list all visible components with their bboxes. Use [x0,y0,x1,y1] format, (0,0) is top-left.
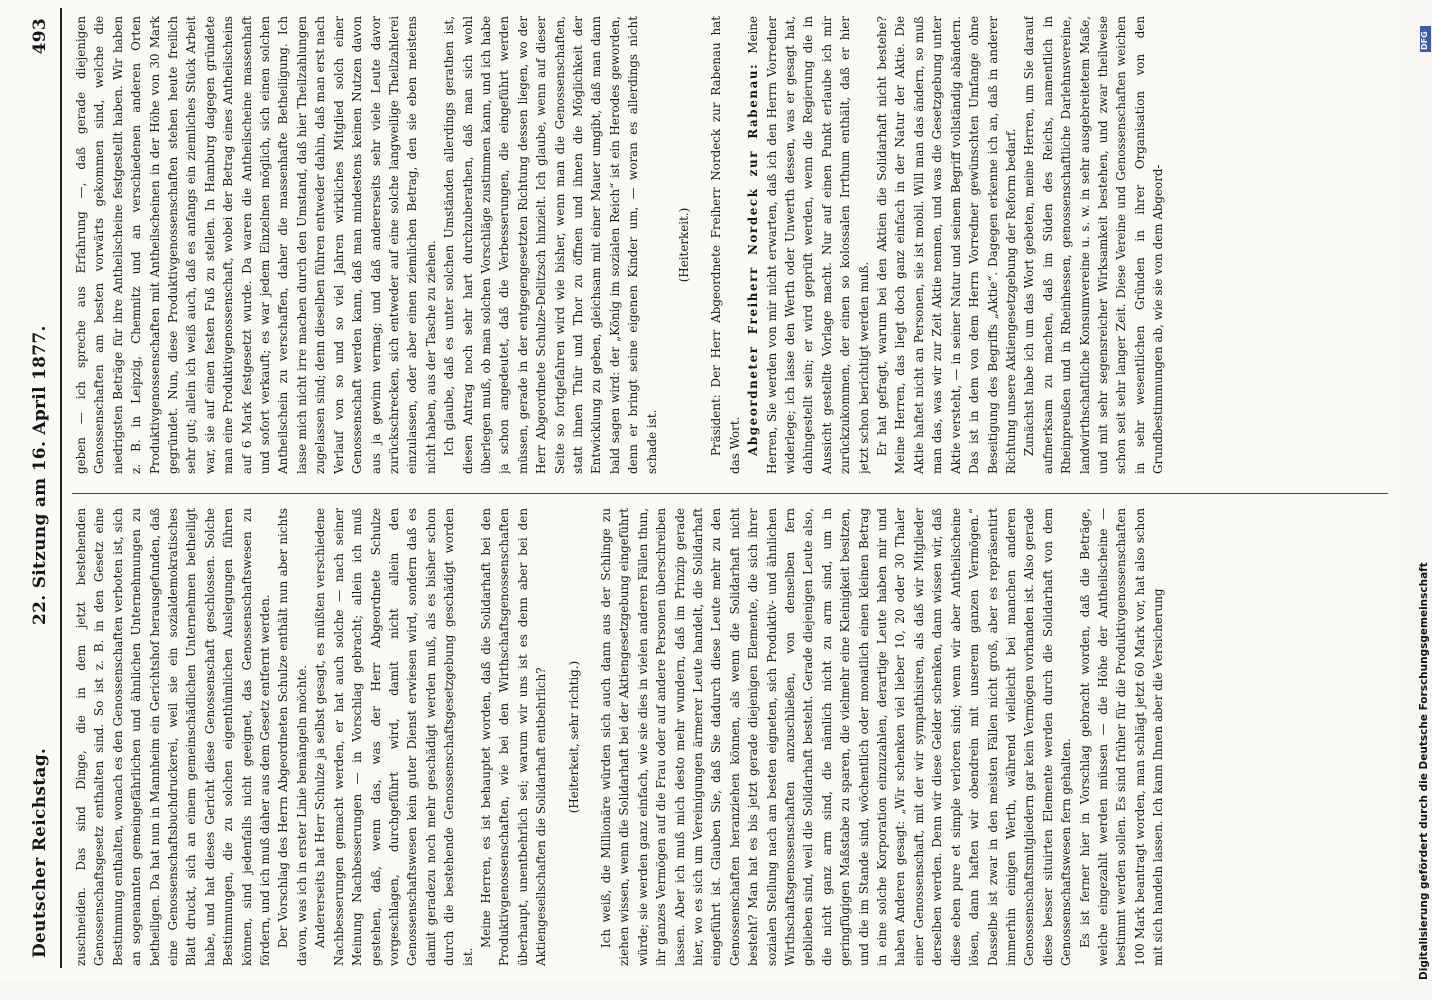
page-number: 493 [30,18,50,55]
speaker-name: Abgeordneter Freiherr Nordeck zur Rabenau: [746,62,761,456]
digitization-credit [1418,120,1432,980]
right-column [72,16,1392,474]
dfg-logo [1420,26,1431,52]
speaker-paragraph [744,16,873,474]
digitization-credit-text: Digitalisierung gefördert durch die Deutsche Forschungsgemeinschaft [1418,562,1430,980]
paragraph: Ich weiß, die Millionäre würden sich auch dann aus der Schlinge zu ziehen wissen, wenn die Solidarhaft bei der Aktiengesetzgebung eingeführt würde; sie werden ganz einfach, wie sie dies in vielen anderen Fällen thun, ihr ganzes Vermögen auf die Frau oder auf andere Personen überschreiben lassen. Aber ich muß mich desto mehr wundern, daß im Prinzip gerade hier, wo es sich um Vereinigungen ärmerer Leute handelt, die Solidarhaft eingeführt ist. Glauben Sie, daß Sie dadurch diese Leute mehr zu den Genossenschaften heranziehen können, als wenn die Solidarhaft nicht besteht? Man hat es bis jetzt gerade diejenigen Elemente, die sich ihrer sozialen Stellung nach am besten eigneten, sich Produktiv- und ähnlichen Wirthschaftsgenossenschaften anzuschließen, von denselben fern geblieben sind, weil die Solidarhaft besteht. Gerade diejenigen Leute also, die nicht ganz arm sind, die nämlich nicht zu arm sind, um in geringfügigen Maßstabe zu sparen, die vielmehr eine Kleinigkeit besitzen, und die im Stande sind, wöchentlich oder monatlich einen kleinen Betrag in eine solche Korporation einzuzahlen, derartige Leute haben mir und haben Anderen gesagt: „Wir schenken viel lieber 10, 20 oder 30 Thaler einer Genossenschaft, mit der wir sympathisiren, als daß wir Mitglieder derselben werden. Denn wir diese Gelder schenken, dann wissen wir, daß diese eben pure et simple verloren sind; wenn wir aber Antheilscheine lösen, dann haften wir obendrein mit unserem ganzen Vermögen.“ Dasselbe ist zwar in den meisten Fällen nicht groß, aber es repräsentirt immerhin einigen Werth, während vielleicht bei manchen anderen Genossenschaftsmitgliedern gar kein Vermögen vorhanden ist. Also gerade diese besser situirten Elemente werden durch die Solidarhaft von dem Genossenschaftswesen fern gehalten. [598,508,1074,966]
header-session-date: 22. Sitzung am 16. April 1877. [30,325,50,625]
speech-text: Meine Herren, Sie werden von mir nicht erwarten, daß ich den Herrn Vorredner widerlege; ich lasse den Werth oder Unwerth dessen, was er gesagt hat, dahingestellt sein; er wird geprüft werden, wenn die Regierung die in Aussicht gestellte Vorlage macht. Nur auf einen Punkt erlaube ich mir zurückzukommen, der einen so kolossalen Irrthum enthält, daß er hier jetzt schon berichtigt werden muß. [746,16,871,474]
header-rule [60,8,62,968]
header-publication: Deutscher Reichstag. [30,747,50,958]
paragraph: geben — ich spreche aus Erfahrung —, daß gerade diejenigen Genossenschaften am besten vorwärts gekommen sind, welche die niedrigsten Beträge für ihre Antheilscheine festgestellt haben. Wir haben z. B. in Leipzig, Chemnitz und an verschiedenen anderen Orten Produktivgenossenschaften mit Antheilscheinen in der Höhe von 30 Mark gegründet. Nun, diese Produktivgenossenschaften stehen heute freilich sehr gut; allein ich weiß auch, daß es anfangs ein ziemliches Stück Arbeit war, sie auf einen festen Fuß zu stellen. In Hamburg dagegen gründete man eine Produktivgenossenschaft, wobei der Betrag eines Antheilscheins auf 6 Mark festgesetzt wurde. Da waren die Antheilscheine massenhaft und sofort verkauft; es war jedem Einzelnen möglich, sich einen solchen Antheilschein zu verschaffen, daher die massenhafte Betheiligung. Ich lasse mich nicht irre machen durch den Umstand, daß hier Theilzahlungen zugelassen sind; denn dieselben führen entweder dahin, daß man erst nach Verlauf von so und so viel Jahren wirkliches Mitglied solch einer Genossenschaft werden kann, daß man mindestens keinen Nutzen davon aus ja gewinn vermag; und daß andererseits sehr viele Leute davor zurückschrecken, sich entweder auf eine solche langweilige Theilzahlerei einzulassen, oder aber einen ziemlichen Betrag, den sie eben meistens nicht haben, aus der Tasche zu ziehen. [74,16,438,474]
paragraph: Er hat gefragt, warum bei den Aktien die Solidarhaft nicht bestehe? Meine Herren, das liegt doch ganz einfach in der Natur der Aktie. Die Aktie haftet nicht an Personen, sie ist mobil. Will man das ändern, so muß man das, was wir zur Zeit Aktie nennen, und was die Gesetzgebung unter Aktie versteht, — in seiner Natur und seinem Begriff vollständig abändern. Das ist in dem von dem Herrn Vorredner gewünschten Umfange ohne Beseitigung des Begriffs „Aktie“. Dagegen erkenne ich an, daß in anderer Richtung unsere Aktiengesetzgebung der Reform bedarf. [875,16,1018,474]
paragraph: Der Vorschlag des Herrn Abgeordneten Schulze enthält nun aber nichts davon, was ich in erster Linie bemängeln möchte. [276,508,309,966]
dfg-logo-text: DFG [1420,31,1429,50]
paragraph: Meine Herren, es ist behauptet worden, daß die Solidarhaft bei den Produktivgenossenschaften, wie bei den Wirthschaftsgenossenschaften überhaupt, unentbehrlich sei; warum wir uns ist es denn aber bei den Aktiengesellschaften die Solidarhaft entbehrlich? [478,508,549,966]
paragraph: zuschneiden. Das sind Dinge, die in dem jetzt bestehenden Genossenschaftsgesetz enthalten sind. So ist z. B. in den Gesetz eine Bestimmung enthalten, wonach es den Genossenschaften verboten ist, sich an sogenannten gemeingefährlichen und ähnlichen Unternehmungen zu betheiligen. Da hat nun in Mannheim ein Gerichtshof herausgefunden, daß eine Genossenschaftsbuchdruckerei, weil sie ein sozialdemokratisches Blatt druckt, sich an einem gemeinschädlichen Unternehmen betheiligt habe, und hat dieses Gericht diese Genossenschaft geschlossen. Solche Bestimmungen, die zu solchen eigenthümlichen Auslegungen führen können, sind jedenfalls nicht geeignet, das Genossenschaftswesen zu fördern, und ich muß daher aus dem Gesetz entfernt werden. [74,508,273,966]
paragraph: Es ist ferner hier in Vorschlag gebracht worden, daß die Beträge, welche eingezahlt werden müssen — die Höhe der Antheilscheine — bestimmt werden sollen. Es sind früher für die Produktivgenossenschaften 100 Mark beantragt worden, man schlägt jetzt 60 Mark vor, hat also schon mit sich handeln lassen. Ich kann Ihnen aber die Versicherung [1077,508,1166,966]
page-header [0,0,72,980]
president-statement: Präsident: Der Herr Abgeordnete Freiherr Nordeck zur Rabenau hat das Wort. [709,16,742,474]
paragraph: Andererseits hat Herr Schulze ja selbst gesagt, es müßten verschiedene Nachbesserungen gemacht werden, er hat auch solche — nach seiner Meinung Nachbesserungen — in Vorschlag gebracht; allein ich muß gestehen, daß, wenn das, was der Herr Abgeordnete Schulze vorgeschlagen, durchgeführt wird, damit nicht allein den Genossenschaftswesen kein guter Dienst erwiesen wird, sondern daß es damit geradezu noch mehr geschädigt werden muß, als es bisher schon durch die bestehende Genossenschaftsgesetzgebung geschädigt worden ist. [313,508,475,966]
applause-note: (Heiterkeit.) [677,207,691,283]
column-divider [72,493,1388,494]
paragraph: Ich glaube, daß es unter solchen Umständen allerdings gerathen ist, diesen Antrag noch sehr hart durchzuberathen, daß man sich wohl überlegen muß, ob man solchen Vorschläge zustimmen kann, und ich habe ja schon angedeutet, daß die Verbesserungen, die eingeführt werden müssen, gerade in der entgegengesetzten Richtung dessen liegen, wo der Herr Abgeordnete Schulze-Delitzsch hinzielt. Ich glaube, wenn auf dieser Seite so fortgefahren wird wie bisher, wenn man die Genossenschaften, statt ihnen Thür und Thor zu öffnen und ihnen die Möglichkeit der Entwicklung zu geben, gleichsam mit einer Mauer umgibt, daß man dann bald sagen wird: der „König im sozialen Reich“ ist ein Herodes geworden, denn er bringt seine eigenen Kinder um, — woran es allerdings nicht schade ist. [442,16,659,474]
paragraph: Zunächst habe ich um das Wort gebeten, meine Herren, um Sie darauf aufmerksam zu machen, daß im Süden des Reichs, namentlich in Rheinpreußen und in Rheinhessen, genossenschaftliche Darlehnsvereine, landwirthschaftliche Konsumvereine u. s. w. in sehr ausgebreitetem Maße, und mit sehr segensreicher Wirksamkeit bestehen, und zwar theilweise schon seit sehr langer Zeit. Diese Vereine und Genossenschaften weichen in sehr wesentlichen Gründen in ihrer Organisation von den Grundbestimmungen ab, wie sie von dem Abgeord- [1022,16,1166,474]
left-column [72,508,1392,966]
applause-note: (Heiterkeit, sehr richtig.) [566,660,581,814]
